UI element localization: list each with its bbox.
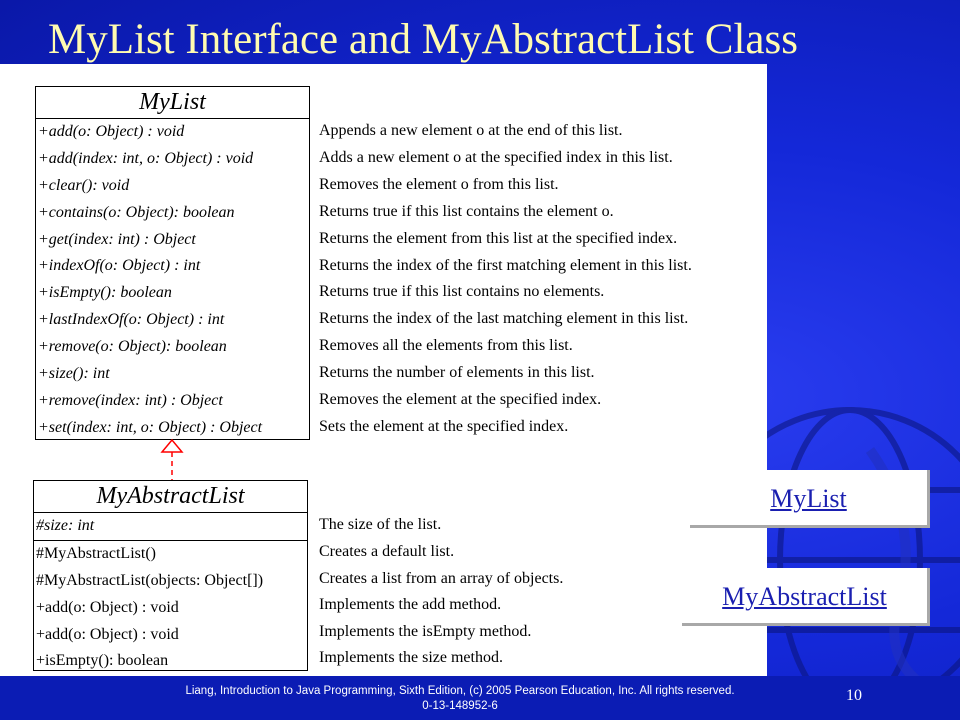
method-row: +set(index: int, o: Object) : Object — [38, 418, 263, 436]
method-description: Returns true if this list contains no elements. — [319, 283, 605, 301]
myabstractlist-link-button[interactable]: MyAbstractList — [682, 568, 930, 626]
method-description: Returns the element from this list at the specified index. — [319, 229, 678, 247]
method-row: +add(o: Object) : void — [38, 123, 185, 140]
footer-copyright: Liang, Introduction to Java Programming, Sixth Edition, (c) 2005 Pearson Education, Inc. All rights reserved. 0-13-148952-6 — [185, 685, 735, 712]
method-description: Returns the number of elements in this list. — [319, 364, 595, 382]
method-row: +add(o: Object) : void — [36, 625, 179, 643]
method-row: +remove(index: int) : Object — [38, 391, 223, 409]
method-description: Creates a list from an array of objects. — [319, 569, 564, 587]
method-description: Implements the size method. — [319, 649, 503, 667]
slide-title: MyList Interface and MyAbstractList Class — [48, 16, 798, 63]
method-row: +contains(o: Object): boolean — [38, 203, 235, 221]
method-description: Adds a new element o at the specified index in this list. — [319, 148, 673, 166]
method-row: +size(): int — [38, 365, 110, 383]
mylist-uml-box — [35, 86, 310, 440]
myabstractlist-field: #size: int — [34, 513, 307, 541]
page-number: 10 — [846, 687, 862, 704]
myabstractlist-methods — [34, 541, 307, 675]
method-row: +clear(): void — [38, 176, 130, 194]
method-description: Implements the add method. — [319, 596, 502, 614]
method-row: #MyAbstractList(objects: Object[]) — [36, 571, 264, 589]
method-row: +add(o: Object) : void — [36, 598, 179, 616]
mylist-methods — [36, 119, 309, 442]
method-description: Returns true if this list contains the element o. — [319, 202, 614, 220]
method-row: #MyAbstractList() — [36, 544, 156, 562]
method-row: +lastIndexOf(o: Object) : int — [38, 311, 225, 329]
method-description: Returns the index of the first matching element in this list. — [319, 256, 692, 274]
mylist-class-name: MyList — [36, 87, 309, 119]
method-description: Sets the element at the specified index. — [319, 417, 569, 435]
method-row: +indexOf(o: Object) : int — [38, 257, 201, 275]
myabstractlist-class-name: MyAbstractList — [34, 481, 307, 513]
method-description: Appends a new element o at the end of this list. — [319, 122, 623, 139]
inheritance-arrow — [150, 436, 194, 484]
method-description: Removes the element at the specified index. — [319, 391, 602, 408]
method-row: +get(index: int) : Object — [38, 230, 196, 248]
mylist-link-button[interactable]: MyList — [690, 470, 930, 528]
method-row: +remove(o: Object): boolean — [38, 338, 227, 356]
method-description: Implements the isEmpty method. — [319, 622, 532, 640]
method-description: Returns the index of the last matching element in this list. — [319, 310, 689, 328]
method-row: +isEmpty(): boolean — [36, 652, 169, 670]
method-description: Creates a default list. — [319, 543, 455, 560]
myabstractlist-field-description: The size of the list. — [319, 516, 442, 533]
myabstractlist-uml-box — [33, 480, 308, 671]
method-description: Removes the element o from this list. — [319, 175, 559, 193]
method-description: Removes all the elements from this list. — [319, 337, 573, 355]
inheritance-arrowhead — [162, 440, 182, 452]
method-row: +add(index: int, o: Object) : void — [38, 149, 254, 167]
method-row: +isEmpty(): boolean — [38, 284, 172, 302]
